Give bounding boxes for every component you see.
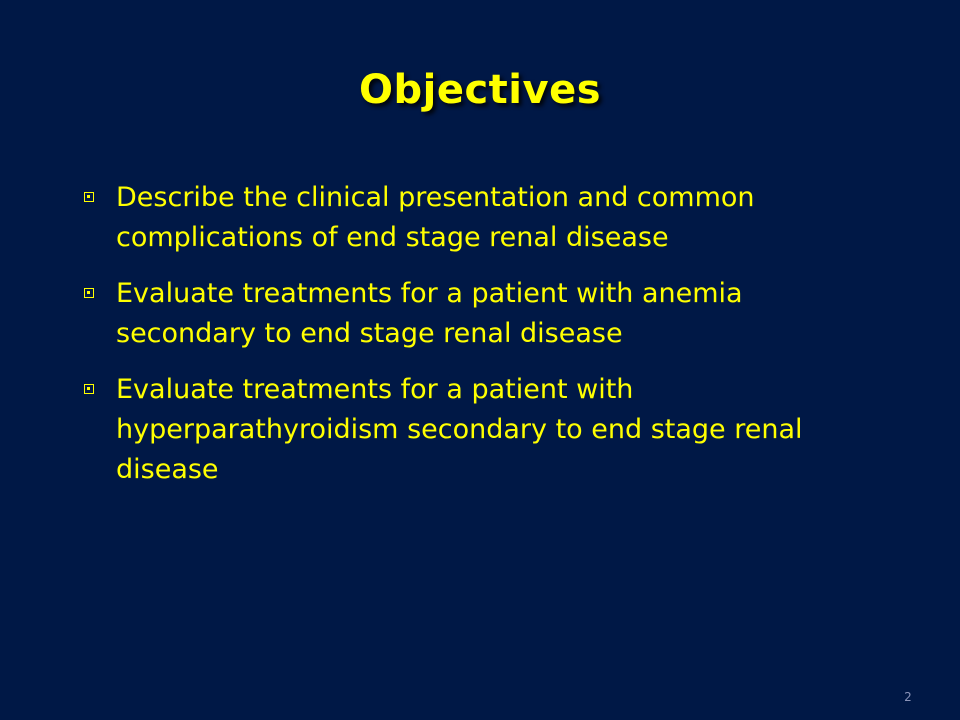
objectives-list [84, 178, 884, 506]
slide-number: 2 [904, 690, 912, 704]
list-item [84, 274, 884, 354]
square-bullet-icon [84, 192, 94, 202]
slide-title: Objectives [358, 67, 602, 113]
bullet-text: Describe the clinical presentation and common complications of end stage renal disease [116, 182, 755, 253]
bullet-text: Evaluate treatments for a patient with hyperparathyroidism secondary to end stage renal disease [116, 374, 803, 485]
bullet-text: Evaluate treatments for a patient with anemia secondary to end stage renal disease [116, 278, 743, 349]
list-item [84, 370, 884, 490]
square-bullet-icon [84, 384, 94, 394]
square-bullet-icon [84, 288, 94, 298]
list-item [84, 178, 884, 258]
